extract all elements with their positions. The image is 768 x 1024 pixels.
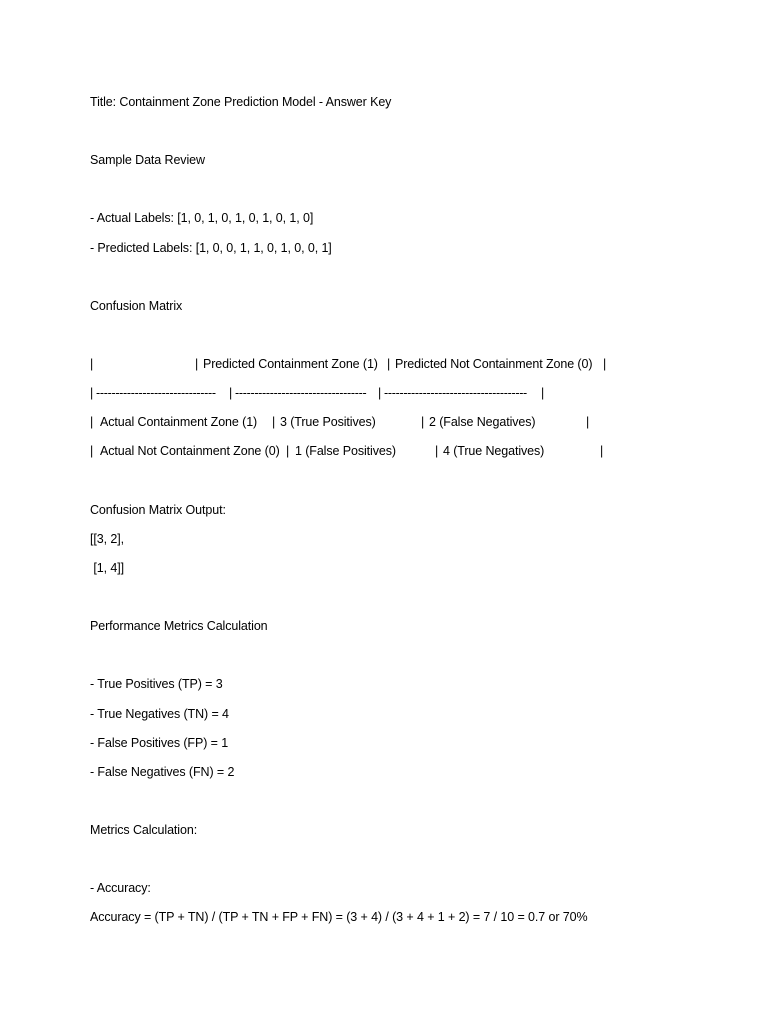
false-positives-line: - False Positives (FP) = 1: [90, 736, 229, 750]
table-pipe: |: [272, 415, 276, 429]
table-separator: -------------------------------: [96, 386, 216, 400]
predicted-labels-line: - Predicted Labels: [1, 0, 0, 1, 1, 0, 1, 0, 0, 1]: [90, 241, 332, 255]
table-pipe: |: [286, 444, 290, 458]
table-pipe: |: [586, 415, 590, 429]
true-negatives-line: - True Negatives (TN) = 4: [90, 707, 229, 721]
table-pipe: |: [90, 386, 94, 400]
section-heading-confusion-matrix: Confusion Matrix: [90, 299, 183, 313]
table-pipe: |: [387, 357, 391, 371]
table-pipe: |: [90, 415, 94, 429]
table-row-label-actual-positive: Actual Containment Zone (1): [100, 415, 258, 429]
true-positives-line: - True Positives (TP) = 3: [90, 677, 223, 691]
section-heading-metrics-calculation: Metrics Calculation:: [90, 823, 198, 837]
table-pipe: |: [600, 444, 604, 458]
table-header-predicted-positive: Predicted Containment Zone (1): [203, 357, 378, 371]
table-pipe: |: [229, 386, 233, 400]
table-separator: -------------------------------------: [384, 386, 527, 400]
table-separator: ----------------------------------: [235, 386, 367, 400]
accuracy-formula: Accuracy = (TP + TN) / (TP + TN + FP + FN) = (3 + 4) / (3 + 4 + 1 + 2) = 7 / 10 = 0.7 or 70%: [90, 910, 588, 924]
table-pipe: |: [435, 444, 439, 458]
table-pipe: |: [195, 357, 199, 371]
confusion-matrix-output-row: [1, 4]]: [90, 561, 124, 575]
table-pipe: |: [378, 386, 382, 400]
table-pipe: |: [603, 357, 607, 371]
table-cell-true-negatives: 4 (True Negatives): [443, 444, 545, 458]
table-row-label-actual-negative: Actual Not Containment Zone (0): [100, 444, 280, 458]
section-heading-sample-data: Sample Data Review: [90, 153, 205, 167]
table-pipe: |: [421, 415, 425, 429]
confusion-matrix-output-label: Confusion Matrix Output:: [90, 503, 226, 517]
table-pipe: |: [90, 357, 94, 371]
false-negatives-line: - False Negatives (FN) = 2: [90, 765, 235, 779]
table-cell-false-negatives: 2 (False Negatives): [429, 415, 536, 429]
table-header-predicted-negative: Predicted Not Containment Zone (0): [395, 357, 593, 371]
table-pipe: |: [541, 386, 545, 400]
accuracy-label: - Accuracy:: [90, 881, 151, 895]
table-cell-false-positives: 1 (False Positives): [295, 444, 396, 458]
actual-labels-line: - Actual Labels: [1, 0, 1, 0, 1, 0, 1, 0, 1, 0]: [90, 211, 314, 225]
section-heading-performance-metrics: Performance Metrics Calculation: [90, 619, 268, 633]
table-cell-true-positives: 3 (True Positives): [280, 415, 376, 429]
document-title: Title: Containment Zone Prediction Model - Answer Key: [90, 95, 392, 109]
confusion-matrix-output-row: [[3, 2],: [90, 532, 124, 546]
table-pipe: |: [90, 444, 94, 458]
